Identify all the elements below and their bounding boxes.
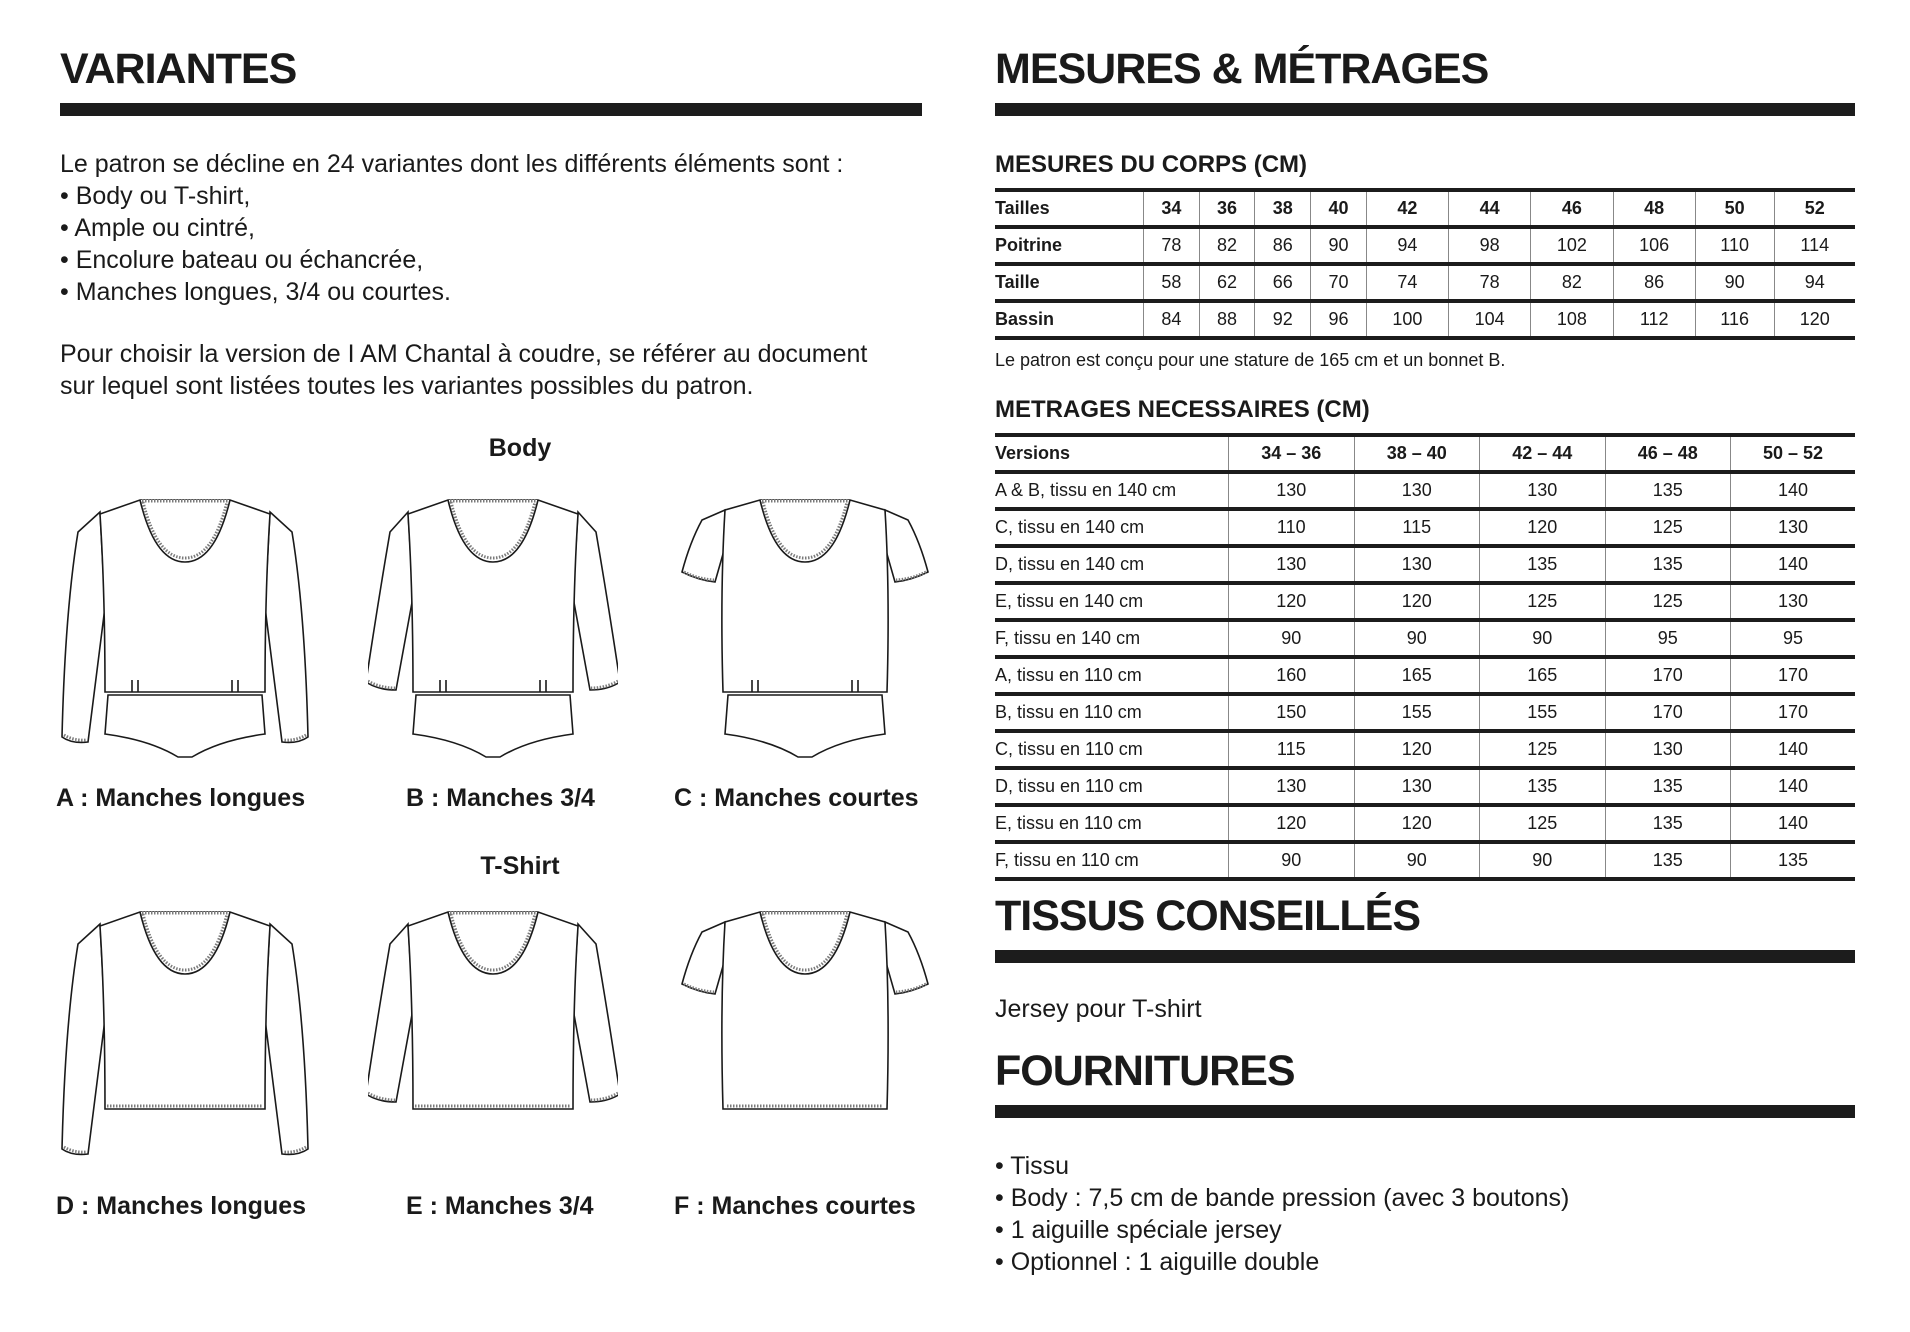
variantes-choice-line: sur lequel sont listées toutes les variantes possibles du patron. (60, 372, 754, 400)
value-cell: 120 (1354, 583, 1480, 620)
value-cell: 115 (1229, 731, 1355, 768)
value-cell: 130 (1354, 546, 1480, 583)
tissus-title: TISSUS CONSEILLÉS (995, 892, 1421, 940)
value-cell: 96 (1311, 301, 1367, 338)
value-cell: 90 (1354, 842, 1480, 879)
value-cell: 116 (1695, 301, 1774, 338)
value-cell: 125 (1480, 583, 1606, 620)
value-cell: 74 (1366, 264, 1448, 301)
value-cell: 150 (1229, 694, 1355, 731)
table-row (995, 472, 1855, 509)
value-cell: 82 (1199, 227, 1255, 264)
value-cell: 112 (1613, 301, 1695, 338)
value-cell: 114 (1774, 227, 1855, 264)
header-cell: 34 – 36 (1229, 435, 1355, 472)
row-label-cell: A, tissu en 110 cm (995, 665, 1142, 685)
header-cell: Tailles (995, 198, 1050, 218)
yardage-table (995, 433, 1855, 881)
value-cell: 95 (1605, 620, 1731, 657)
row-label-cell: A & B, tissu en 140 cm (995, 480, 1177, 500)
garment-illustration-c (680, 492, 930, 762)
header-cell: 50 (1695, 190, 1774, 227)
value-cell: 140 (1731, 731, 1856, 768)
row-label-cell: C, tissu en 110 cm (995, 739, 1143, 759)
value-cell: 78 (1144, 227, 1200, 264)
group-title-body: Body (488, 434, 552, 462)
value-cell: 140 (1731, 768, 1856, 805)
row-label-cell: F, tissu en 110 cm (995, 850, 1139, 870)
value-cell: 115 (1354, 509, 1480, 546)
garment-illustration-a (60, 492, 310, 762)
value-cell: 125 (1605, 509, 1731, 546)
variantes-intro-block (60, 148, 843, 308)
value-cell: 62 (1199, 264, 1255, 301)
row-label-cell: F, tissu en 140 cm (995, 628, 1141, 648)
value-cell: 155 (1354, 694, 1480, 731)
variantes-bullet: • Ample ou cintré, (60, 214, 255, 242)
corps-note: Le patron est conçu pour une stature de 165 cm et un bonnet B. (995, 350, 1506, 370)
variant-label-f: F : Manches courtes (674, 1192, 916, 1220)
row-label-cell: D, tissu en 140 cm (995, 554, 1145, 574)
value-cell: 82 (1531, 264, 1613, 301)
value-cell: 155 (1480, 694, 1606, 731)
value-cell: 135 (1480, 546, 1606, 583)
value-cell: 160 (1229, 657, 1355, 694)
body-measurements-table (995, 188, 1855, 340)
mesures-rule (995, 103, 1855, 116)
header-cell: 38 – 40 (1354, 435, 1480, 472)
table-row (995, 842, 1855, 879)
value-cell: 106 (1613, 227, 1695, 264)
metrages-title: METRAGES NECESSAIRES (CM) (995, 396, 1370, 423)
value-cell: 130 (1354, 472, 1480, 509)
header-cell: 46 (1531, 190, 1613, 227)
value-cell: 90 (1229, 620, 1355, 657)
corps-title: MESURES DU CORPS (CM) (995, 151, 1308, 178)
value-cell: 170 (1731, 657, 1856, 694)
value-cell: 66 (1255, 264, 1311, 301)
tissus-rule (995, 950, 1855, 963)
variant-label-c: C : Manches courtes (674, 784, 919, 812)
header-cell: 44 (1449, 190, 1531, 227)
value-cell: 125 (1480, 805, 1606, 842)
list-item: • Body : 7,5 cm de bande pression (avec 3 boutons) (995, 1184, 1570, 1212)
value-cell: 90 (1229, 842, 1355, 879)
variantes-bullet: • Body ou T-shirt, (60, 182, 251, 210)
table-row (995, 509, 1855, 546)
value-cell: 170 (1605, 657, 1731, 694)
value-cell: 102 (1531, 227, 1613, 264)
value-cell: 135 (1605, 546, 1731, 583)
table-row (995, 620, 1855, 657)
value-cell: 120 (1480, 509, 1606, 546)
value-cell: 86 (1255, 227, 1311, 264)
value-cell: 70 (1311, 264, 1367, 301)
value-cell: 130 (1731, 583, 1856, 620)
value-cell: 125 (1480, 731, 1606, 768)
value-cell: 135 (1605, 768, 1731, 805)
variant-label-d: D : Manches longues (56, 1192, 307, 1220)
table-row (995, 694, 1855, 731)
value-cell: 165 (1480, 657, 1606, 694)
value-cell: 170 (1605, 694, 1731, 731)
table-row (995, 657, 1855, 694)
value-cell: 78 (1449, 264, 1531, 301)
fournitures-list (995, 1150, 1569, 1278)
value-cell: 92 (1255, 301, 1311, 338)
variantes-title: VARIANTES (60, 45, 297, 93)
table-row (995, 301, 1855, 338)
tissus-text: Jersey pour T-shirt (995, 995, 1202, 1023)
value-cell: 120 (1229, 583, 1355, 620)
value-cell: 95 (1731, 620, 1856, 657)
row-label-cell: C, tissu en 140 cm (995, 517, 1145, 537)
group-title-tshirt: T-Shirt (480, 852, 560, 880)
table-header-row (995, 190, 1855, 227)
value-cell: 130 (1605, 731, 1731, 768)
value-cell: 120 (1354, 805, 1480, 842)
variantes-bullet: • Manches longues, 3/4 ou courtes. (60, 278, 451, 306)
value-cell: 170 (1731, 694, 1856, 731)
row-label-cell: D, tissu en 110 cm (995, 776, 1143, 796)
header-cell: 42 (1366, 190, 1448, 227)
value-cell: 90 (1311, 227, 1367, 264)
value-cell: 135 (1605, 842, 1731, 879)
header-cell: 38 (1255, 190, 1311, 227)
value-cell: 130 (1480, 472, 1606, 509)
value-cell: 90 (1354, 620, 1480, 657)
value-cell: 130 (1229, 546, 1355, 583)
value-cell: 120 (1229, 805, 1355, 842)
value-cell: 120 (1354, 731, 1480, 768)
variant-label-b: B : Manches 3/4 (406, 784, 595, 812)
value-cell: 110 (1695, 227, 1774, 264)
value-cell: 108 (1531, 301, 1613, 338)
header-cell: 40 (1311, 190, 1367, 227)
table-row (995, 768, 1855, 805)
variantes-rule (60, 103, 922, 116)
list-item: • Optionnel : 1 aiguille double (995, 1248, 1320, 1276)
garment-illustration-d (60, 904, 310, 1174)
value-cell: 130 (1229, 472, 1355, 509)
header-cell: 52 (1774, 190, 1855, 227)
garment-illustration-b (368, 492, 618, 762)
value-cell: 165 (1354, 657, 1480, 694)
table-row (995, 227, 1855, 264)
value-cell: 140 (1731, 805, 1856, 842)
fournitures-title: FOURNITURES (995, 1047, 1295, 1095)
garment-illustration-e (368, 904, 618, 1174)
header-cell: 42 – 44 (1480, 435, 1606, 472)
row-label-cell: Poitrine (995, 235, 1063, 255)
value-cell: 98 (1449, 227, 1531, 264)
header-cell: Versions (995, 443, 1071, 463)
list-item: • Tissu (995, 1152, 1070, 1180)
variantes-choice-line: Pour choisir la version de I AM Chantal à coudre, se référer au document (60, 340, 868, 368)
value-cell: 135 (1480, 768, 1606, 805)
value-cell: 104 (1449, 301, 1531, 338)
value-cell: 110 (1229, 509, 1355, 546)
value-cell: 130 (1354, 768, 1480, 805)
value-cell: 58 (1144, 264, 1200, 301)
header-cell: 48 (1613, 190, 1695, 227)
list-item: • 1 aiguille spéciale jersey (995, 1216, 1282, 1244)
value-cell: 88 (1199, 301, 1255, 338)
header-cell: 34 (1144, 190, 1200, 227)
value-cell: 130 (1731, 509, 1856, 546)
value-cell: 94 (1774, 264, 1855, 301)
row-label-cell: Taille (995, 272, 1040, 292)
variantes-bullet: • Encolure bateau ou échancrée, (60, 246, 424, 274)
value-cell: 140 (1731, 546, 1856, 583)
value-cell: 135 (1605, 805, 1731, 842)
table-row (995, 583, 1855, 620)
value-cell: 125 (1605, 583, 1731, 620)
table-row (995, 731, 1855, 768)
value-cell: 86 (1613, 264, 1695, 301)
variantes-choice-block (60, 338, 867, 402)
value-cell: 90 (1480, 842, 1606, 879)
fournitures-rule (995, 1105, 1855, 1118)
value-cell: 94 (1366, 227, 1448, 264)
value-cell: 120 (1774, 301, 1855, 338)
value-cell: 84 (1144, 301, 1200, 338)
row-label-cell: E, tissu en 110 cm (995, 813, 1142, 833)
value-cell: 130 (1229, 768, 1355, 805)
row-label-cell: E, tissu en 140 cm (995, 591, 1144, 611)
value-cell: 140 (1731, 472, 1856, 509)
variant-label-e: E : Manches 3/4 (406, 1192, 594, 1220)
variantes-intro: Le patron se décline en 24 variantes dont les différents éléments sont : (60, 150, 844, 178)
mesures-title: MESURES & MÉTRAGES (995, 45, 1489, 93)
header-cell: 46 – 48 (1605, 435, 1731, 472)
variant-label-a: A : Manches longues (56, 784, 306, 812)
table-row (995, 546, 1855, 583)
table-row (995, 805, 1855, 842)
header-cell: 36 (1199, 190, 1255, 227)
value-cell: 90 (1480, 620, 1606, 657)
table-row (995, 264, 1855, 301)
row-label-cell: Bassin (995, 309, 1055, 329)
garment-illustration-f (680, 904, 930, 1174)
value-cell: 135 (1731, 842, 1856, 879)
header-cell: 50 – 52 (1731, 435, 1856, 472)
value-cell: 90 (1695, 264, 1774, 301)
value-cell: 135 (1605, 472, 1731, 509)
row-label-cell: B, tissu en 110 cm (995, 702, 1142, 722)
table-header-row (995, 435, 1855, 472)
value-cell: 100 (1366, 301, 1448, 338)
